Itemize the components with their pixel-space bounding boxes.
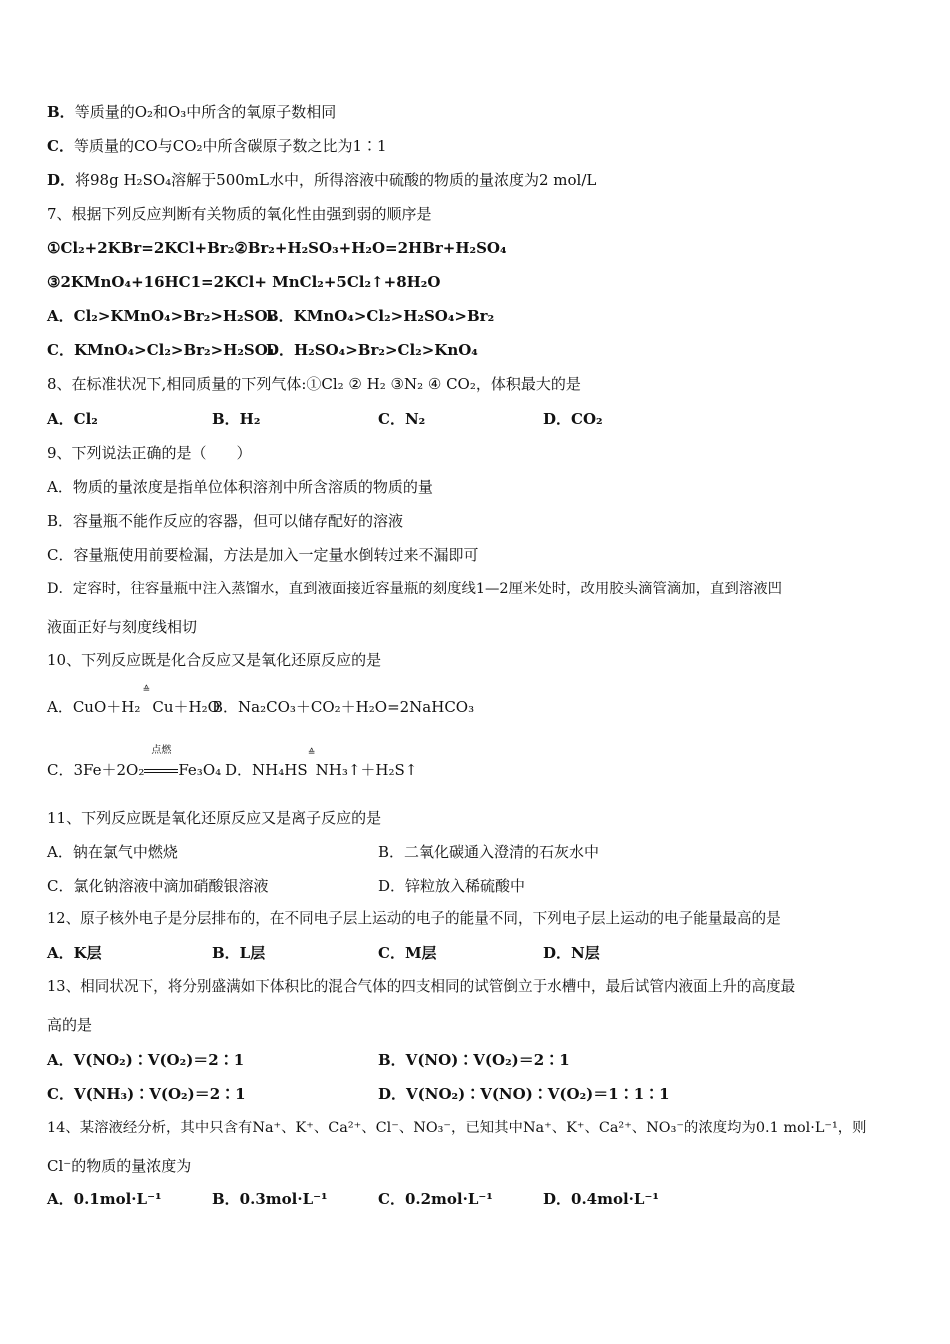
- q6-option-b-text: 等质量的O₂和O₃中所含的氧原子数相同: [74, 103, 337, 121]
- q14-option-a: A．0.1mol·L⁻¹: [47, 1190, 162, 1208]
- q10-option-a-reactants: A．CuO＋H₂: [47, 698, 141, 716]
- q12-option-a: A．K层: [47, 944, 102, 962]
- q10-option-c-products: Fe₃O₄: [178, 761, 222, 779]
- q10-option-d-condition: ≙: [307, 748, 316, 758]
- q7-option-a: A．Cl₂>KMnO₄>Br₂>H₂SO₄: [47, 307, 275, 325]
- q6-option-c-label: C．: [47, 137, 74, 155]
- q14-stem-line2: Cl⁻的物质的量浓度为: [47, 1157, 192, 1175]
- q6-option-d: [47, 170, 596, 190]
- q10-option-c-condition: 点燃: [151, 745, 172, 756]
- q12-option-d: D．N层: [543, 944, 600, 962]
- q7-reactions-line2: ③2KMnO₄+16HC1=2KCl+ MnCl₂+5Cl₂↑+8H₂O: [47, 273, 441, 291]
- q8-option-b: B．H₂: [212, 410, 261, 428]
- q7-reactions-line1: ①Cl₂+2KBr=2KCl+Br₂②Br₂+H₂SO₃+H₂O=2HBr+H₂SO₄: [47, 239, 507, 257]
- q10-option-d-reactants: D．NH₄HS: [225, 761, 308, 779]
- q10-option-c-reactants: C．3Fe＋2O₂: [47, 761, 145, 779]
- q11-option-b: B．二氧化碳通入澄清的石灰水中: [378, 843, 600, 861]
- q12-stem: 12、原子核外电子是分层排布的，在不同电子层上运动的电子的能量不同，下列电子层上运动的电子能量最高的是: [47, 910, 781, 927]
- q12-option-b: B．L层: [212, 944, 266, 962]
- q6-option-b: [47, 102, 336, 122]
- q13-option-a: A．V(NO₂)∶V(O₂)＝2∶1: [47, 1051, 245, 1069]
- q11-option-c: C．氯化钠溶液中滴加硝酸银溶液: [47, 877, 269, 895]
- q14-option-c: C．0.2mol·L⁻¹: [378, 1190, 493, 1208]
- q6-option-b-label: B．: [47, 103, 75, 121]
- q11-option-a: A．钠在氯气中燃烧: [47, 843, 178, 861]
- q6-option-c-text: 等质量的CO与CO₂中所含碳原子数之比为1∶1: [73, 137, 387, 155]
- q14-option-b: B．0.3mol·L⁻¹: [212, 1190, 328, 1208]
- q14-stem-line1: 14、某溶液经分析，其中只含有Na⁺、K⁺、Ca²⁺、Cl⁻、NO₃⁻，已知其中Na⁺、K⁺、Ca²⁺、NO₃⁻的浓度均为0.1 mol·L⁻¹，则: [47, 1120, 867, 1136]
- q7-option-c: C．KMnO₄>Cl₂>Br₂>H₂SO₄: [47, 341, 275, 359]
- q9-stem: 9、下列说法正确的是（ ）: [47, 444, 252, 462]
- q7-option-b: B．KMnO₄>Cl₂>H₂SO₄>Br₂: [266, 307, 495, 325]
- q10-option-c-ignite-arrow: [144, 745, 178, 780]
- q13-stem-line1: 13、相同状况下，将分别盛满如下体积比的混合气体的四支相同的试管倒立于水槽中，最后试管内液面上升的高度最: [47, 978, 796, 995]
- q14-option-d: D．0.4mol·L⁻¹: [543, 1190, 659, 1208]
- q12-option-c: C．M层: [378, 944, 437, 962]
- q9-option-c: C．容量瓶使用前要检漏，方法是加入一定量水倒转过来不漏即可: [47, 546, 479, 564]
- q11-option-d: D．锌粒放入稀硫酸中: [378, 877, 526, 895]
- q11-stem: 11、下列反应既是氧化还原反应又是离子反应的是: [47, 809, 382, 827]
- q13-stem-line2: 高的是: [47, 1016, 93, 1034]
- q9-option-b: B．容量瓶不能作反应的容器，但可以储存配好的溶液: [47, 512, 404, 530]
- q7-stem: 7、根据下列反应判断有关物质的氧化性由强到弱的顺序是: [47, 205, 432, 223]
- q6-option-c: [47, 136, 387, 156]
- q10-stem: 10、下列反应既是化合反应又是氧化还原反应的是: [47, 651, 382, 669]
- q10-option-c-equal-bar: [144, 769, 178, 773]
- q6-option-d-label: D．: [47, 171, 76, 189]
- q10-option-b: B．Na₂CO₃＋CO₂＋H₂O=2NaHCO₃: [212, 698, 475, 716]
- q10-option-a-products: Cu＋H₂O: [152, 698, 220, 716]
- q6-option-d-text: 将98g H₂SO₄溶解于500mL水中，所得溶液中硫酸的物质的量浓度为2 mol/L: [75, 171, 597, 189]
- q8-option-c: C．N₂: [378, 410, 426, 428]
- q13-option-d: D．V(NO₂)∶V(NO)∶V(O₂)＝1∶1∶1: [378, 1085, 670, 1103]
- q10-option-a-heat-mark: [140, 685, 152, 717]
- q10-option-c: [47, 745, 222, 780]
- q10-option-d-products: NH₃↑＋H₂S↑: [315, 761, 418, 779]
- q13-option-c: C．V(NH₃)∶V(O₂)＝2∶1: [47, 1085, 246, 1103]
- q13-option-b: B．V(NO)∶V(O₂)＝2∶1: [378, 1051, 570, 1069]
- q8-option-d: D．CO₂: [543, 410, 603, 428]
- q9-option-d-line2: 液面正好与刻度线相切: [47, 618, 198, 636]
- q10-option-d-heat-mark: [307, 748, 316, 780]
- q9-option-d-line1: D．定容时，往容量瓶中注入蒸馏水，直到液面接近容量瓶的刻度线1—2厘米处时，改用胶头滴管滴加，直到溶液凹: [47, 581, 782, 597]
- q9-option-a: A．物质的量浓度是指单位体积溶剂中所含溶质的物质的量: [47, 478, 433, 496]
- q7-option-d: D．H₂SO₄>Br₂>Cl₂>KnO₄: [266, 341, 478, 359]
- q10-option-d: [225, 748, 418, 780]
- q10-option-a-condition: ≙: [142, 685, 151, 695]
- q10-option-a: [47, 685, 220, 717]
- q8-option-a: A．Cl₂: [47, 410, 98, 428]
- q8-stem: 8、在标准状况下,相同质量的下列气体:①Cl₂ ② H₂ ③N₂ ④ CO₂，体积最大的是: [47, 375, 581, 393]
